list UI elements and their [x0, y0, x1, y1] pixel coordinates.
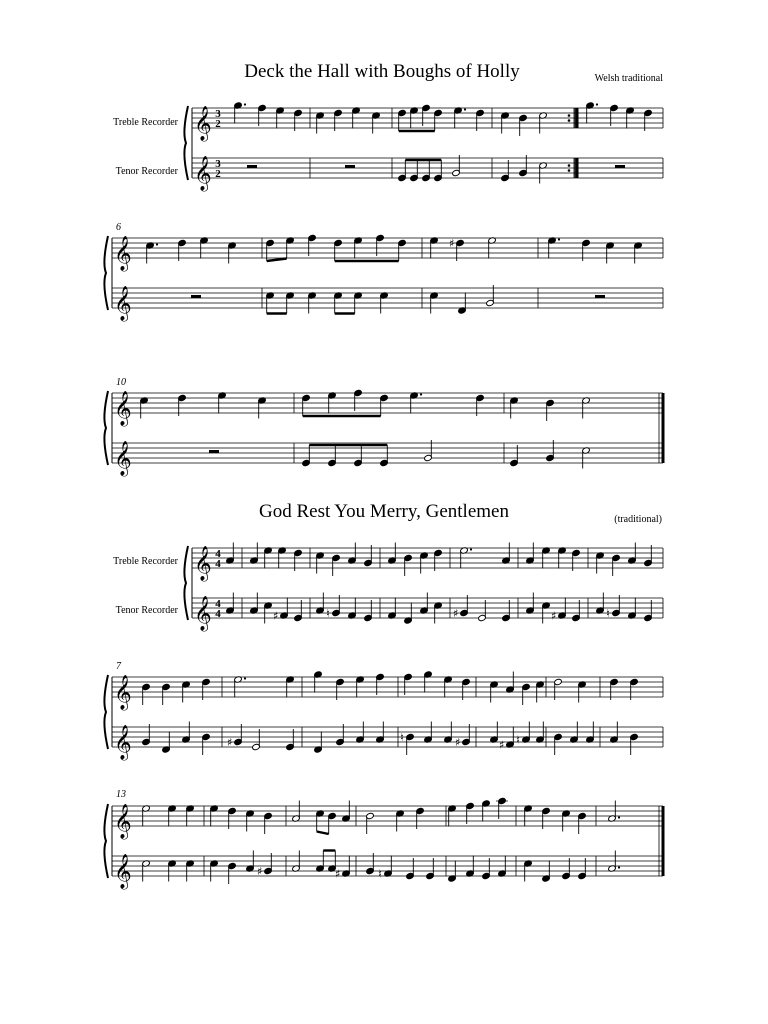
sharp-icon: ♯: [551, 609, 557, 623]
rest: [615, 165, 625, 168]
time-signature: 2: [215, 168, 221, 180]
dot: [596, 103, 598, 105]
system-bracket: [184, 106, 188, 180]
repeat-dot: [568, 119, 571, 122]
time-signature: 4: [215, 558, 221, 570]
dot: [244, 677, 246, 679]
natural-icon: ♮: [378, 867, 382, 881]
natural-icon: ♮: [516, 733, 520, 747]
treble-clef-icon: 𝄞: [114, 725, 132, 760]
sharp-icon: ♯: [273, 609, 279, 623]
natural-icon: ♮: [400, 731, 404, 744]
repeat-dot: [568, 169, 571, 172]
song-credit: (traditional): [614, 514, 662, 525]
treble-clef-icon: 𝄞: [114, 854, 132, 889]
song-credit: Welsh traditional: [594, 73, 663, 84]
sharp-icon: ♯: [335, 867, 341, 881]
natural-icon: ♮: [606, 607, 610, 620]
time-signature: 3: [215, 158, 221, 170]
system-bracket: [104, 391, 108, 465]
treble-clef-icon: 𝄞: [114, 286, 132, 321]
time-signature: 4: [215, 608, 221, 620]
treble-clef-icon: 𝄞: [114, 236, 132, 271]
natural-icon: ♮: [326, 607, 330, 620]
time-signature: 2: [215, 118, 221, 130]
system-bracket: [104, 236, 108, 310]
beam: [317, 832, 329, 835]
repeat-dot: [568, 164, 571, 167]
rest: [345, 165, 355, 168]
sharp-icon: ♯: [257, 865, 263, 878]
measure-number: 7: [116, 661, 121, 672]
treble-clef-icon: 𝄞: [114, 675, 132, 710]
time-signature: 4: [215, 598, 221, 610]
dot: [244, 103, 246, 105]
rest: [595, 295, 605, 298]
time-signature: 3: [215, 108, 221, 120]
sharp-icon: ♯: [455, 736, 461, 749]
sharp-icon: ♯: [227, 736, 233, 749]
dot: [618, 816, 620, 818]
treble-clef-icon: 𝄞: [194, 106, 212, 141]
rest: [209, 450, 219, 453]
repeat-dot: [568, 114, 571, 117]
treble-clef-icon: 𝄞: [194, 546, 212, 581]
system-bracket: [104, 675, 108, 749]
treble-clef-icon: 𝄞: [194, 596, 212, 631]
time-signature: 4: [215, 548, 221, 560]
measure-number: 10: [116, 377, 126, 388]
treble-clef-icon: 𝄞: [194, 156, 212, 191]
part-label-tenor: Tenor Recorder: [115, 166, 178, 177]
sharp-icon: ♯: [499, 738, 505, 752]
system-bracket: [104, 804, 108, 878]
treble-clef-icon: 𝄞: [114, 804, 132, 839]
dot: [420, 393, 422, 395]
treble-clef-icon: 𝄞: [114, 441, 132, 476]
song-title: God Rest You Merry, Gentlemen: [259, 501, 509, 522]
dot: [618, 866, 620, 868]
dot: [464, 108, 466, 110]
dot: [470, 548, 472, 550]
part-label-tenor: Tenor Recorder: [115, 605, 178, 616]
treble-clef-icon: 𝄞: [114, 391, 132, 426]
rest: [191, 295, 201, 298]
system-bracket: [184, 546, 188, 620]
sharp-icon: ♯: [453, 607, 459, 620]
beam: [267, 259, 287, 262]
measure-number: 13: [116, 789, 126, 800]
song-title: Deck the Hall with Boughs of Holly: [244, 61, 520, 82]
part-label-treble: Treble Recorder: [113, 556, 178, 567]
part-label-treble: Treble Recorder: [113, 117, 178, 128]
dot: [156, 243, 158, 245]
dot: [558, 238, 560, 240]
sharp-icon: ♯: [449, 237, 455, 250]
music-notation: [104, 102, 663, 890]
measure-number: 6: [116, 222, 121, 233]
rest: [247, 165, 257, 168]
